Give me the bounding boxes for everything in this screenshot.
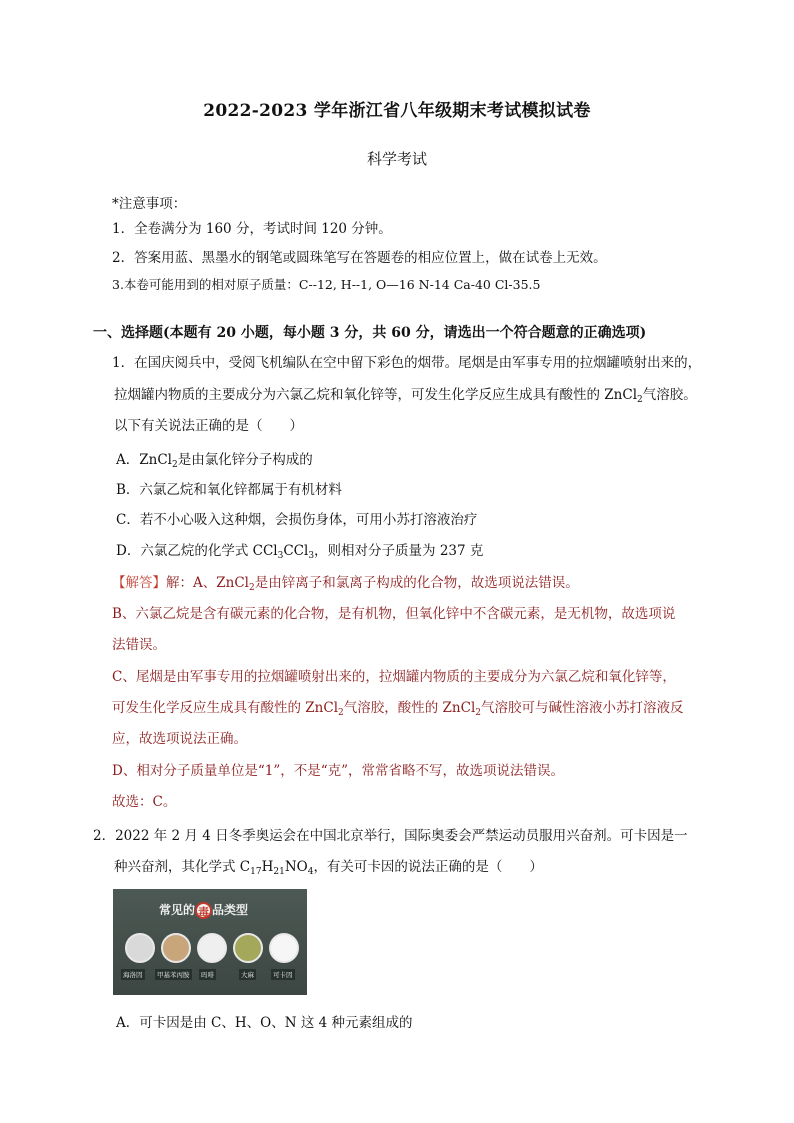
- image-label-meth: 甲基苯丙胺: [157, 971, 190, 979]
- q1-answer-c-2: 可发生化学反应生成具有酸性的 ZnCl$_2$气溶胶，酸性的 ZnCl$_2$气溶胶可与碱性溶液小苏打溶液反: [112, 700, 684, 718]
- cocaine-picture-icon: [269, 933, 299, 963]
- image-label-cannabis: 大麻: [241, 971, 254, 979]
- q2-option-a: A．可卡因是由 C、H、O、N 这 4 种元素组成的: [116, 1015, 413, 1031]
- q1-answer-b-2: 法错误。: [112, 637, 166, 653]
- cannabis-picture-icon: [233, 933, 263, 963]
- image-label-heroin: 海洛因: [123, 971, 143, 979]
- q1-option-d: D．六氯乙烷的化学式 CCl$_3$CCl$_3$，则相对分子质量为 237 克: [116, 543, 484, 561]
- notes-item-2: 2．答案用蓝、黑墨水的钢笔或圆珠笔写在答题卷的相应位置上，做在试卷上无效。: [112, 250, 607, 266]
- q1-option-b: B．六氯乙烷和氧化锌都属于有机材料: [116, 482, 342, 498]
- q1-answer-a: 【解答】解：A、ZnCl$_2$是由锌离子和氯离子构成的化合物，故选项说法错误。: [112, 575, 579, 593]
- section-heading: 一、选择题(本题有 20 小题，每小题 3 分，共 60 分，请选出一个符合题意的正确选项): [93, 325, 647, 341]
- q1-line-3: 以下有关说法正确的是（ ）: [114, 418, 303, 434]
- notes-heading: *注意事项：: [112, 196, 187, 212]
- page-title: 2022-2023 学年浙江省八年级期末考试模拟试卷: [203, 101, 591, 121]
- poison-circle-icon: 毒: [195, 902, 212, 919]
- q1-answer-b-1: B、六氯乙烷是含有碳元素的化合物，是有机物，但氧化锌中不含碳元素，是无机物，故选项说: [112, 606, 676, 622]
- q2-line-1: 2．2022 年 2 月 4 日冬季奥运会在中国北京举行，国际奥委会严禁运动员服用兴奋剂。可卡因是一: [93, 828, 688, 844]
- q1-line-2: 拉烟罐内物质的主要成分为六氯乙烷和氧化锌等，可发生化学反应生成具有酸性的 ZnCl$_2$气溶胶。: [114, 387, 697, 405]
- notes-item-1: 1．全卷满分为 160 分，考试时间 120 分钟。: [112, 221, 392, 237]
- page-subtitle: 科学考试: [366, 150, 427, 168]
- q2-line-2: 种兴奋剂，其化学式 $C_{17}H_{21}NO_4$，有关可卡因的说法正确的是（ ）: [114, 859, 543, 877]
- morphine-picture-icon: [197, 933, 227, 963]
- image-label-cocaine: 可卡因: [273, 971, 293, 979]
- q1-line-1: 1．在国庆阅兵中，受阅飞机编队在空中留下彩色的烟带。尾烟是由军事专用的拉烟罐喷射出来的，: [112, 355, 702, 371]
- q1-answer-c-1: C、尾烟是由军事专用的拉烟罐喷射出来的，拉烟罐内物质的主要成分为六氯乙烷和氧化锌等，: [112, 669, 676, 685]
- image-label-morphine: 吗啡: [201, 971, 214, 979]
- image-banner: 常见的 毒 品类型: [159, 903, 249, 919]
- q1-answer-d: D、相对分子质量单位是“1”，不是“克”，常常省略不写，故选项说法错误。: [112, 763, 565, 779]
- meth-picture-icon: [161, 933, 191, 963]
- notes-item-3: 3.本卷可能用到的相对原子质量：C--12, H--1, O—16 N-14 Ca-40 Cl-35.5: [112, 277, 541, 292]
- drug-types-image: [113, 889, 307, 995]
- q1-option-c: C．若不小心吸入这种烟，会损伤身体，可用小苏打溶液治疗: [116, 512, 478, 528]
- q1-answer-c-3: 应，故选项说法正确。: [112, 731, 247, 747]
- q1-option-a: A．ZnCl$_2$是由氯化锌分子构成的: [116, 452, 313, 470]
- q1-answer-choice: 故选：C。: [112, 794, 177, 810]
- heroin-picture-icon: [125, 933, 155, 963]
